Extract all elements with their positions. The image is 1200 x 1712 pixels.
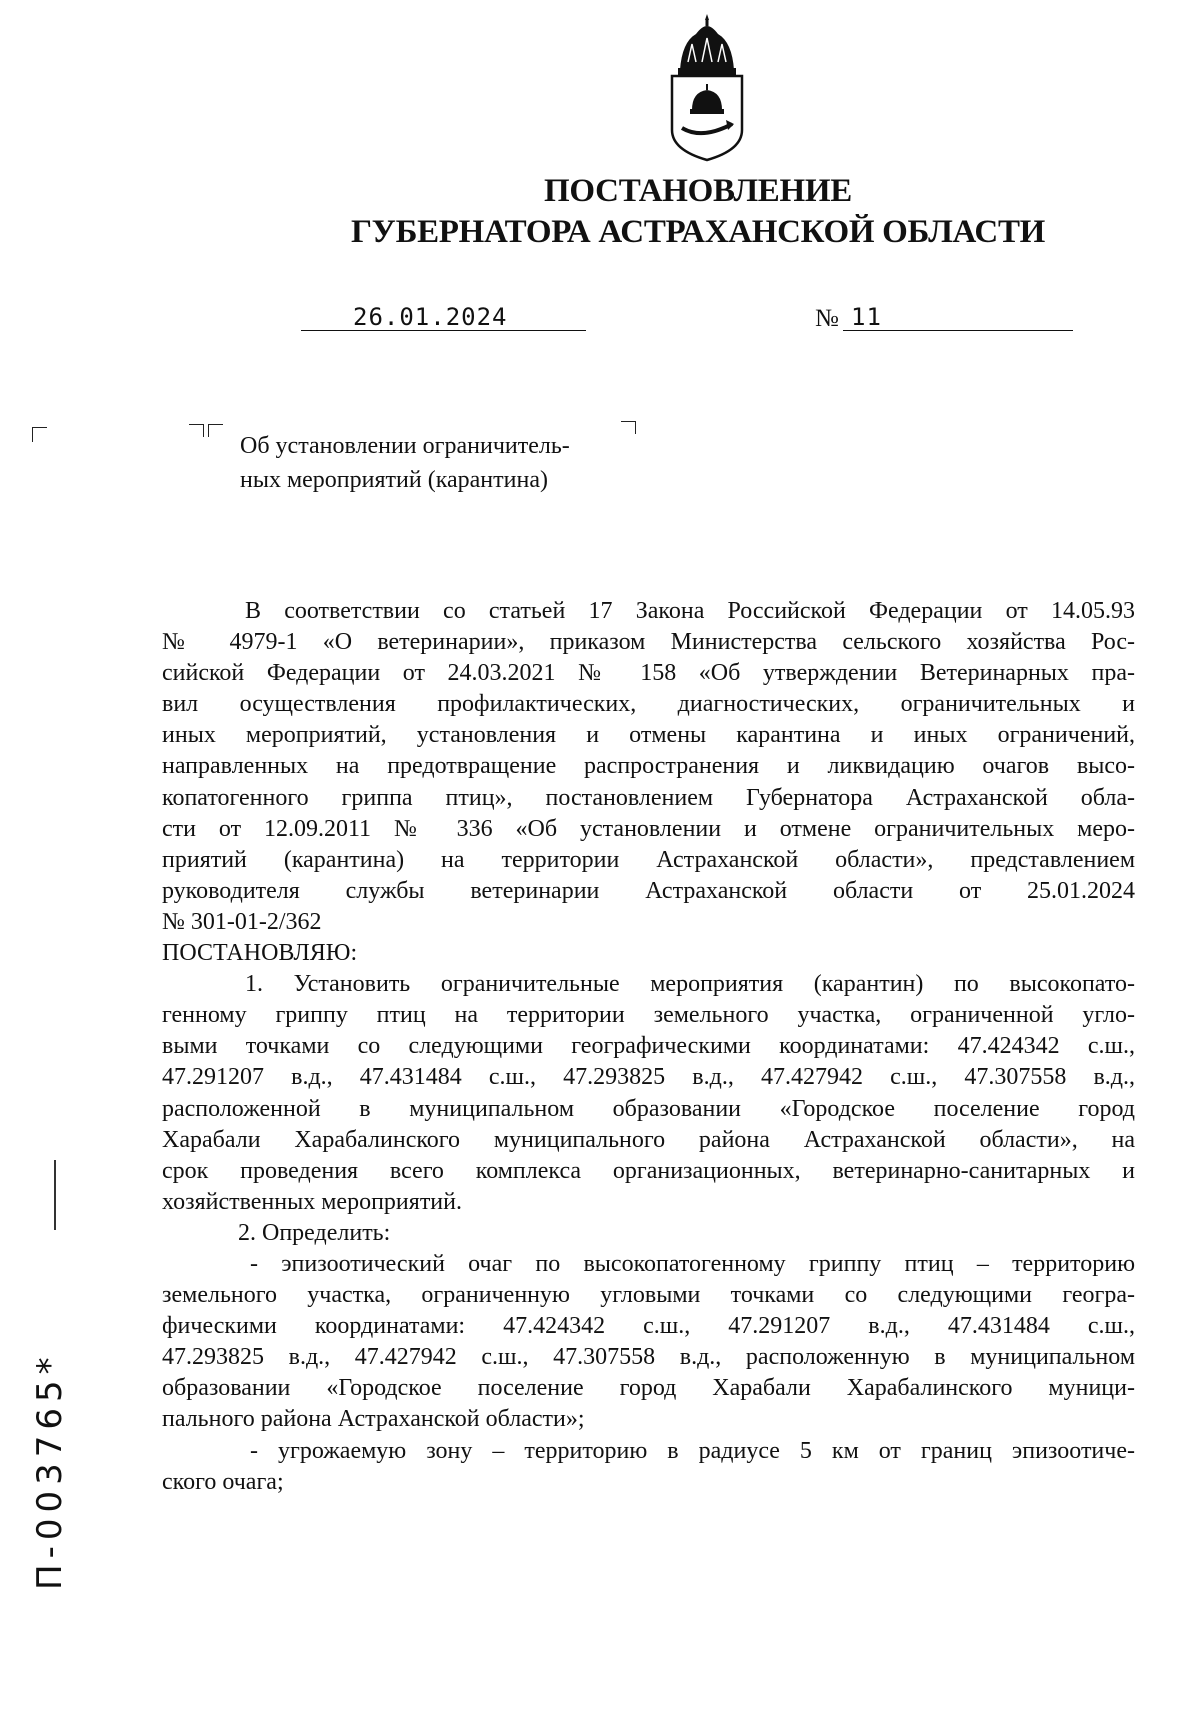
document-title: ПОСТАНОВЛЕНИЕ [544,173,852,209]
document-number: 11 [851,303,882,331]
body-line: иных мероприятий, установления и отмены карантина и иных ограничений, [162,722,1135,749]
body-line: копатогенного гриппа птиц», постановлением Губернатора Астраханской обла- [162,784,1135,811]
body-line: - эпизоотический очаг по высокопатогенному гриппу птиц – территорию [250,1250,1135,1277]
document-subject [240,429,570,497]
body-line: земельного участка, ограниченную угловыми точками со следующими геогра- [162,1282,1135,1309]
body-line: выми точками со следующими географическими координатами: 47.424342 с.ш., [162,1033,1135,1060]
body-line: хозяйственных мероприятий. [162,1188,462,1215]
body-line: Харабали Харабалинского муниципального района Астраханской области», на [162,1126,1135,1153]
coat-of-arms-icon [662,12,752,162]
margin-line [54,1160,56,1230]
body-line: срок проведения всего комплекса организационных, ветеринарно-санитарных и [162,1157,1135,1184]
body-line: сийской Федерации от 24.03.2021 № 158 «Об утверждении Ветеринарных пра- [162,660,1135,687]
body-line: № 4979-1 «О ветеринарии», приказом Министерства сельского хозяйства Рос- [162,629,1135,656]
body-line: направленных на предотвращение распространения и ликвидацию очагов высо- [162,753,1135,780]
body-line: 2. Определить: [238,1219,391,1246]
subject-line: Об установлении ограничитель- [240,433,570,459]
body-line: фическими координатами: 47.424342 с.ш., 47.291207 в.д., 47.431484 с.ш., [162,1313,1135,1340]
document-date: 26.01.2024 [353,303,508,331]
document-body [162,596,1135,1498]
body-line: приятий (карантина) на территории Астраханской области», представлением [162,846,1135,873]
margin-mark [208,424,223,437]
margin-mark [32,427,47,442]
registration-code: П-003765* [30,1351,70,1590]
body-line: генному гриппу птиц на территории земельного участка, ограниченной угло- [162,1002,1135,1029]
number-sign: № [815,305,839,332]
body-line: образовании «Городское поселение город Харабали Харабалинского муници- [162,1375,1135,1402]
document-issuer: ГУБЕРНАТОРА АСТРАХАНСКОЙ ОБЛАСТИ [350,214,1046,250]
body-line: ского очага; [162,1468,284,1495]
body-line: руководителя службы ветеринарии Астраханской области от 25.01.2024 [162,877,1135,904]
body-line: расположенной в муниципальном образовании «Городское поселение город [162,1095,1135,1122]
body-line: В соответствии со статьей 17 Закона Российской Федерации от 14.05.93 [245,598,1135,624]
body-line: пального района Астраханской области»; [162,1406,585,1433]
body-line: - угрожаемую зону – территорию в радиусе 5 км от границ эпизоотиче- [250,1437,1135,1464]
body-line: сти от 12.09.2011 № 336 «Об установлении и отмене ограничительных меро- [162,815,1135,842]
margin-mark [189,424,204,437]
body-line: вил осуществления профилактических, диагностических, ограничительных и [162,691,1135,718]
subject-line: ных мероприятий (карантина) [240,467,548,493]
body-line: 1. Установить ограничительные мероприятия (карантин) по высокопато- [245,971,1135,998]
body-line: 47.293825 в.д., 47.427942 с.ш., 47.307558 в.д., расположенную в муниципальном [162,1344,1135,1371]
body-line: № 301-01-2/362 [162,908,322,935]
body-line: 47.291207 в.д., 47.431484 с.ш., 47.293825 в.д., 47.427942 с.ш., 47.307558 в.д., [162,1064,1135,1091]
margin-mark [621,421,636,434]
decree-word: ПОСТАНОВЛЯЮ: [162,940,358,967]
